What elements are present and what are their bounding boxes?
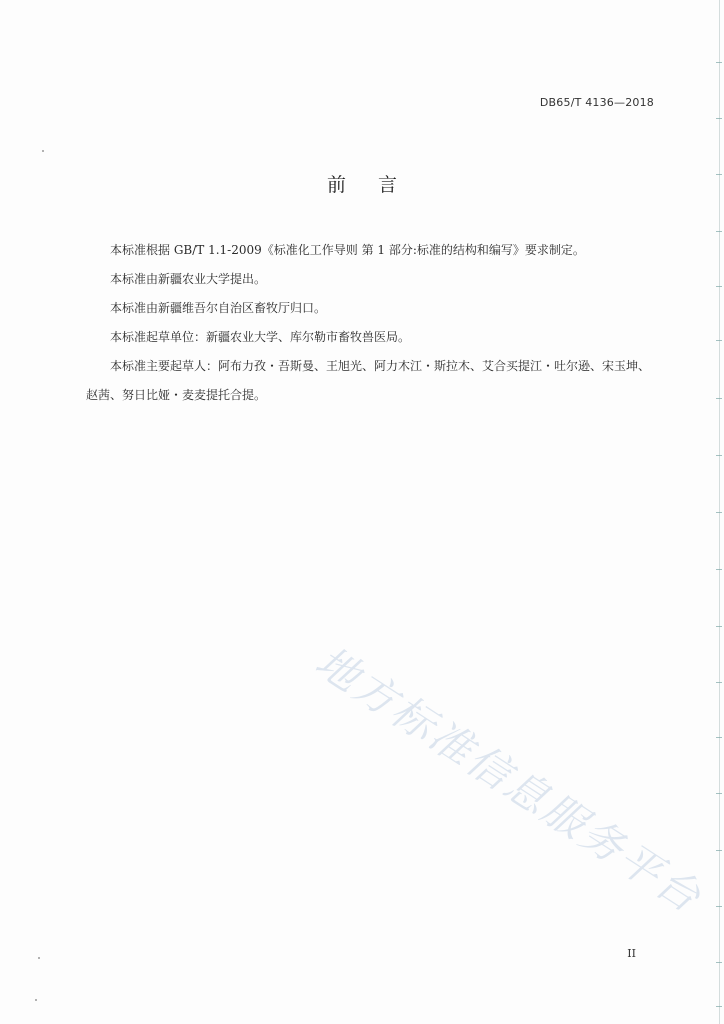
foreword-body (86, 236, 652, 410)
scan-speck (42, 150, 44, 152)
scan-edge-marks (714, 0, 724, 1024)
paragraph-proposer: 本标准由新疆农业大学提出。 (110, 272, 267, 286)
paragraph-drafting-units: 本标准起草单位：新疆农业大学、库尔勒市畜牧兽医局。 (110, 330, 411, 344)
watermark: 地方标准信息服务平台 (306, 636, 712, 923)
paragraph-basis: 本标准根据 GB/T 1.1-2009《标准化工作导则 第 1 部分:标准的结构和编写》要求制定。 (110, 243, 585, 257)
page-number: II (627, 947, 636, 960)
standard-code: DB65/T 4136—2018 (539, 96, 654, 109)
scan-speck (38, 957, 40, 959)
title-char-1: 前 (326, 174, 346, 196)
title-char-2: 言 (378, 174, 398, 196)
scan-speck (35, 999, 37, 1001)
paragraph-administrator: 本标准由新疆维吾尔自治区畜牧厅归口。 (110, 301, 327, 315)
paragraph-drafters: 本标准主要起草人：阿布力孜・吾斯曼、王旭光、阿力木江・斯拉木、艾合买提江・吐尔逊、宋玉坤、赵茜、努日比娅・麦麦提托合提。 (86, 359, 651, 402)
page-title (0, 170, 724, 197)
